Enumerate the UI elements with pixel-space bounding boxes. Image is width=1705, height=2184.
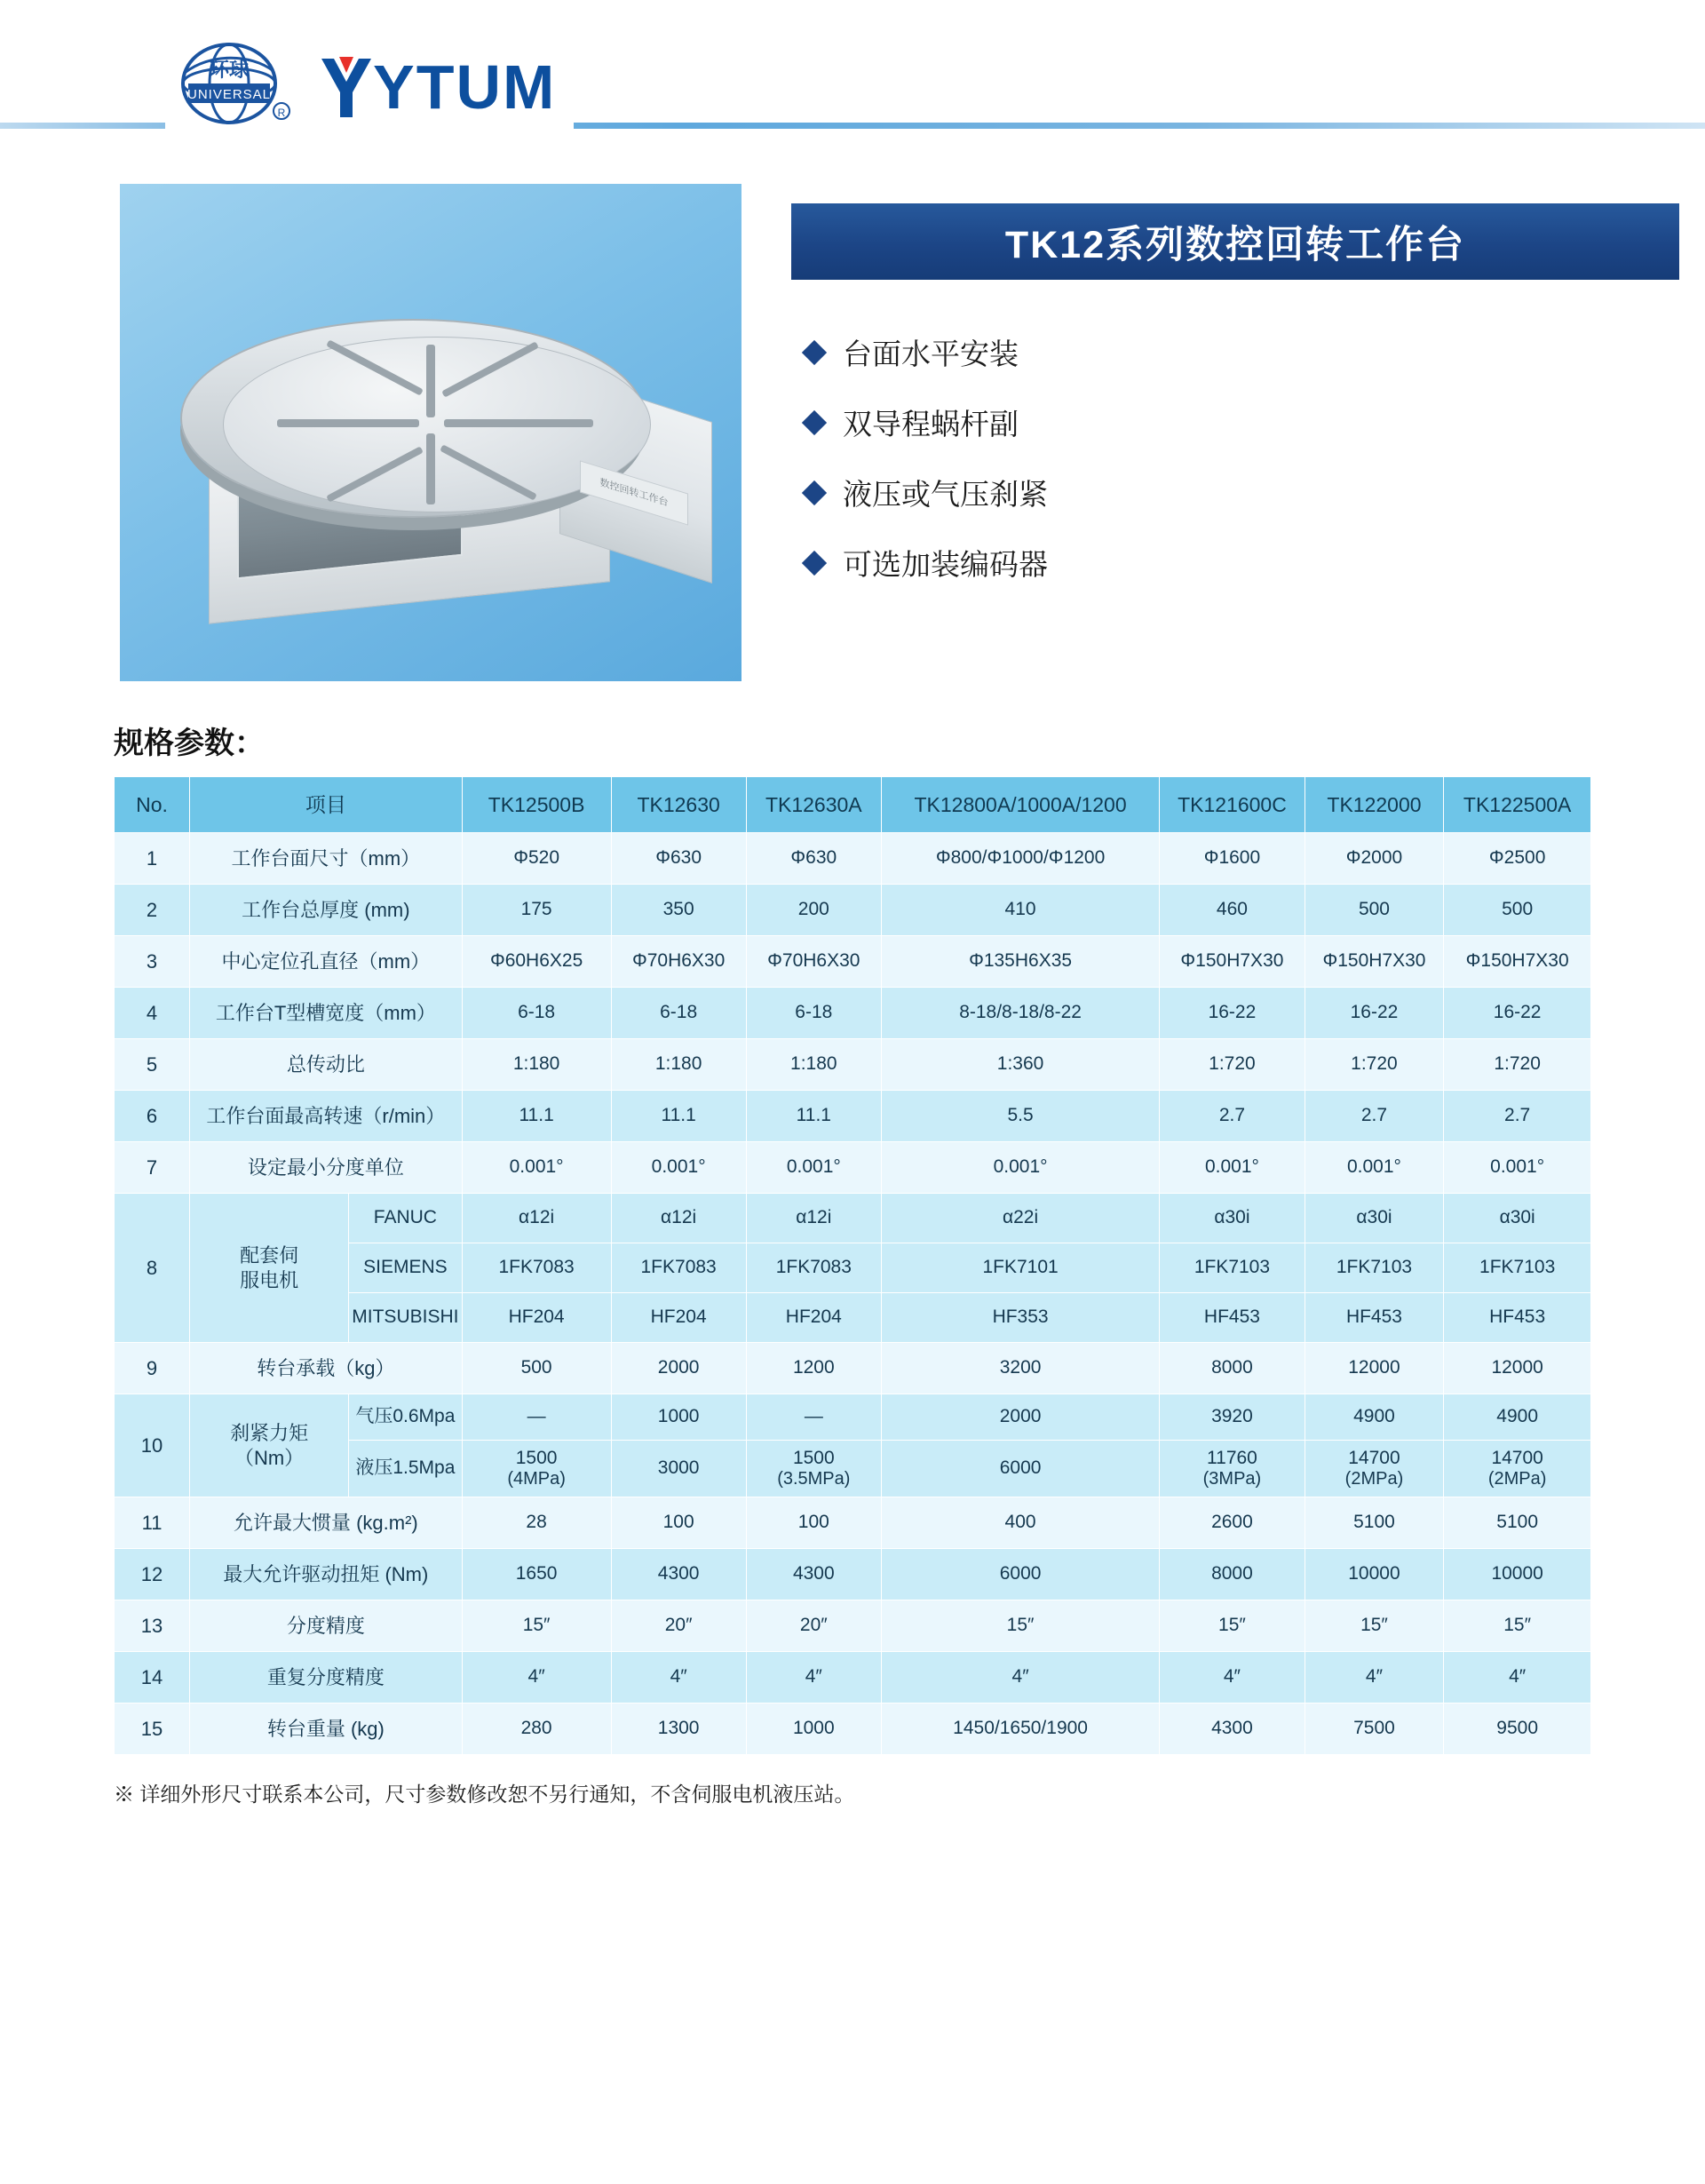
t-slot [326,339,424,395]
row-item: 中心定位孔直径（mm） [190,936,463,988]
logo-wordmark [321,52,556,123]
svg-text:R: R [277,106,286,119]
cell: 1FK7103 [1160,1243,1305,1293]
diamond-bullet-icon [802,480,827,504]
row-no: 1 [115,833,190,885]
cell: 15″ [1444,1600,1591,1652]
cell: Φ630 [611,833,746,885]
cell: 200 [746,885,881,936]
cell: 20″ [611,1600,746,1652]
cell: 1FK7083 [611,1243,746,1293]
cell: 9500 [1444,1704,1591,1755]
cell: 460 [1160,885,1305,936]
subrow-label: FANUC [349,1194,463,1243]
hero-section [0,184,1705,681]
cell: 4″ [1305,1652,1444,1704]
cell: 11.1 [746,1091,881,1142]
t-slot [277,419,419,427]
cell: 4300 [746,1549,881,1600]
cell: 4″ [1444,1652,1591,1704]
cell: α30i [1444,1194,1591,1243]
cell: Φ1600 [1160,833,1305,885]
row-item: 工作台面尺寸（mm） [190,833,463,885]
cell: 12000 [1305,1343,1444,1394]
cell: 0.001° [462,1142,611,1194]
y-arrow-icon [321,55,371,119]
row-item: 重复分度精度 [190,1652,463,1704]
row-no: 5 [115,1039,190,1091]
table-row [115,1652,1591,1704]
cell: HF453 [1305,1293,1444,1343]
diamond-bullet-icon [802,550,827,575]
cell: 6-18 [462,988,611,1039]
diamond-bullet-icon [802,339,827,364]
cell: α12i [611,1194,746,1243]
cell-value: 1500 [515,1447,558,1468]
cell: 1FK7101 [881,1243,1159,1293]
row-no: 4 [115,988,190,1039]
table-row [115,885,1591,936]
col-item: 项目 [190,777,463,833]
table-row [115,1394,1591,1441]
cell: Φ60H6X25 [462,936,611,988]
cell: 4″ [462,1652,611,1704]
row-no: 13 [115,1600,190,1652]
row-no: 7 [115,1142,190,1194]
cell: 7500 [1305,1704,1444,1755]
cell: α30i [1160,1194,1305,1243]
subrow-label: 气压0.6Mpa [349,1394,463,1441]
row-item: 允许最大惯量 (kg.m²) [190,1497,463,1549]
cell [1160,1441,1305,1497]
company-logo [165,37,574,137]
page-title: TK12系列数控回转工作台 [1004,223,1466,266]
cell: 5100 [1444,1497,1591,1549]
cell: 20″ [746,1600,881,1652]
cell: 12000 [1444,1343,1591,1394]
cell [1305,1441,1444,1497]
cell-subvalue: (3MPa) [1202,1469,1262,1489]
row-no: 10 [115,1394,190,1497]
cell: 3000 [611,1441,746,1497]
col-no: No. [115,777,190,833]
feature-item [805,542,1705,584]
row-item: 工作台T型槽宽度（mm） [190,988,463,1039]
cell: — [462,1394,611,1441]
col-tk12500b: TK12500B [462,777,611,833]
page-header [0,0,1705,173]
cell: 4″ [746,1652,881,1704]
cell-value: 11760 [1207,1447,1257,1468]
cell: 500 [1305,885,1444,936]
cell: 0.001° [1305,1142,1444,1194]
logo-text-label: YTUM [373,52,557,122]
cell: HF453 [1160,1293,1305,1343]
cell: 5100 [1305,1497,1444,1549]
cell [746,1441,881,1497]
machine-nameplate: 数控回转工作台 [580,460,688,525]
hero-content [741,184,1705,681]
cell: 410 [881,885,1159,936]
cell: 11.1 [462,1091,611,1142]
table-footnote: ※ 详细外形尺寸联系本公司，尺寸参数修改恕不另行通知，不含伺服电机液压站。 [114,1783,855,1806]
cell: 1:720 [1305,1039,1444,1091]
feature-label: 台面水平安装 [843,338,1019,370]
feature-item [805,401,1705,443]
diamond-bullet-icon [802,409,827,434]
col-tk12630a: TK12630A [746,777,881,833]
cell: 4300 [611,1549,746,1600]
subrow-label: SIEMENS [349,1243,463,1293]
cell: Φ520 [462,833,611,885]
cell: — [746,1394,881,1441]
cell: 6-18 [611,988,746,1039]
cell: 8000 [1160,1343,1305,1394]
cell-subvalue: (4MPa) [507,1469,566,1489]
row-item: 转台承载（kg） [190,1343,463,1394]
table-row [115,936,1591,988]
cell: 15″ [1305,1600,1444,1652]
cell: 2.7 [1305,1091,1444,1142]
cell: 4900 [1305,1394,1444,1441]
cell: Φ800/Φ1000/Φ1200 [881,833,1159,885]
row-item: 工作台面最高转速（r/min） [190,1091,463,1142]
cell: Φ150H7X30 [1444,936,1591,988]
cell: 6000 [881,1441,1159,1497]
cell: HF204 [462,1293,611,1343]
cell: 1000 [746,1704,881,1755]
cell-value: 14700 [1491,1447,1543,1468]
cell: 100 [746,1497,881,1549]
cell: 1650 [462,1549,611,1600]
cell: 4″ [1160,1652,1305,1704]
cell: 1FK7083 [462,1243,611,1293]
row-no: 8 [115,1194,190,1343]
cell: α30i [1305,1194,1444,1243]
cell: 2.7 [1160,1091,1305,1142]
cell-subvalue: (3.5MPa) [777,1469,851,1489]
cell: 1FK7083 [746,1243,881,1293]
col-tk12800a: TK12800A/1000A/1200 [881,777,1159,833]
col-tk121600c: TK121600C [1160,777,1305,833]
row-no: 12 [115,1549,190,1600]
table-row [115,1194,1591,1243]
t-slot [440,444,537,500]
cell: 1300 [611,1704,746,1755]
cell: 3920 [1160,1394,1305,1441]
cell: 1450/1650/1900 [881,1704,1159,1755]
cell: 1FK7103 [1444,1243,1591,1293]
cell-subvalue: (2MPa) [1487,1469,1547,1489]
cell: 1:180 [746,1039,881,1091]
cell: Φ2500 [1444,833,1591,885]
row-item: 最大允许驱动扭矩 (Nm) [190,1549,463,1600]
cell: 8-18/8-18/8-22 [881,988,1159,1039]
table-row [115,988,1591,1039]
row-item: 总传动比 [190,1039,463,1091]
feature-item [805,331,1705,373]
table-row [115,1704,1591,1755]
cell: HF204 [611,1293,746,1343]
cell: 500 [462,1343,611,1394]
cell: 1FK7103 [1305,1243,1444,1293]
cell: 15″ [881,1600,1159,1652]
svg-text:UNIVERSAL: UNIVERSAL [186,86,272,102]
t-slot [441,341,539,397]
cell: 400 [881,1497,1159,1549]
product-title-bar [791,203,1679,280]
row-no: 2 [115,885,190,936]
cell: 0.001° [1160,1142,1305,1194]
cell: Φ70H6X30 [746,936,881,988]
cell: 6000 [881,1549,1159,1600]
cell: 100 [611,1497,746,1549]
t-slot [444,419,593,427]
row-item: 配套伺 服电机 [190,1194,349,1343]
cell-subvalue: (2MPa) [1344,1469,1404,1489]
feature-list [791,331,1705,584]
row-item: 设定最小分度单位 [190,1142,463,1194]
cell: Φ150H7X30 [1305,936,1444,988]
table-row [115,1039,1591,1091]
row-no: 11 [115,1497,190,1549]
cell: 175 [462,885,611,936]
cell: 1:720 [1444,1039,1591,1091]
col-tk122500a: TK122500A [1444,777,1591,833]
cell-value: 1500 [792,1447,835,1468]
cell: 11.1 [611,1091,746,1142]
cell [462,1441,611,1497]
row-no: 14 [115,1652,190,1704]
cell: 2000 [611,1343,746,1394]
cell: 5.5 [881,1091,1159,1142]
cell: 10000 [1444,1549,1591,1600]
cell: Φ2000 [1305,833,1444,885]
feature-item [805,472,1705,513]
rotary-table-body [180,319,646,518]
table-row [115,1600,1591,1652]
table-row [115,1497,1591,1549]
universal-globe-icon [165,37,298,137]
cell [1444,1441,1591,1497]
cell: 2000 [881,1394,1159,1441]
row-no: 9 [115,1343,190,1394]
cell: 15″ [1160,1600,1305,1652]
svg-text:环球: 环球 [209,58,250,81]
product-photo [120,184,741,681]
feature-label: 双导程蜗杆副 [843,408,1019,441]
cell: 16-22 [1160,988,1305,1039]
row-no: 3 [115,936,190,988]
cell-value: 14700 [1348,1447,1400,1468]
cell: α22i [881,1194,1159,1243]
table-row [115,833,1591,885]
col-tk12630: TK12630 [611,777,746,833]
col-tk122000: TK122000 [1305,777,1444,833]
spec-heading: 规格参数： [114,727,265,760]
table-row [115,1343,1591,1394]
cell: 8000 [1160,1549,1305,1600]
cell: 350 [611,885,746,936]
row-item: 分度精度 [190,1600,463,1652]
cell: 4″ [611,1652,746,1704]
cell: Φ150H7X30 [1160,936,1305,988]
t-slot [426,433,435,504]
cell: 4900 [1444,1394,1591,1441]
cell: 0.001° [746,1142,881,1194]
cell: 1:180 [462,1039,611,1091]
cell: 6-18 [746,988,881,1039]
table-row [115,1142,1591,1194]
table-row [115,1549,1591,1600]
row-no: 15 [115,1704,190,1755]
cell: α12i [462,1194,611,1243]
cell: 500 [1444,885,1591,936]
cell: Φ70H6X30 [611,936,746,988]
cell: HF453 [1444,1293,1591,1343]
subrow-label: MITSUBISHI [349,1293,463,1343]
spec-table-wrap [114,776,1591,1755]
spec-table [114,776,1591,1755]
cell: 1:720 [1160,1039,1305,1091]
cell: 15″ [462,1600,611,1652]
cell: 0.001° [881,1142,1159,1194]
cell: 10000 [1305,1549,1444,1600]
cell: 1:180 [611,1039,746,1091]
cell: Φ135H6X35 [881,936,1159,988]
feature-label: 可选加装编码器 [843,548,1048,581]
cell: Φ630 [746,833,881,885]
row-item: 转台重量 (kg) [190,1704,463,1755]
rotary-table-illustration [155,290,706,646]
cell: 16-22 [1444,988,1591,1039]
cell: 1000 [611,1394,746,1441]
table-header-row [115,777,1591,833]
subrow-label: 液压1.5Mpa [349,1441,463,1497]
cell: 28 [462,1497,611,1549]
cell: 2600 [1160,1497,1305,1549]
cell: 1200 [746,1343,881,1394]
cell: 1:360 [881,1039,1159,1091]
cell: α12i [746,1194,881,1243]
cell: HF204 [746,1293,881,1343]
t-slot [426,345,435,417]
feature-label: 液压或气压刹紧 [843,478,1048,511]
row-item: 刹紧力矩 （Nm） [190,1394,349,1497]
row-no: 6 [115,1091,190,1142]
table-row [115,1091,1591,1142]
t-slot [326,446,424,502]
cell: 0.001° [611,1142,746,1194]
cell: 4″ [881,1652,1159,1704]
cell: 280 [462,1704,611,1755]
cell: 16-22 [1305,988,1444,1039]
cell: 4300 [1160,1704,1305,1755]
cell: 3200 [881,1343,1159,1394]
cell: 2.7 [1444,1091,1591,1142]
row-item: 工作台总厚度 (mm) [190,885,463,936]
cell: 0.001° [1444,1142,1591,1194]
cell: HF353 [881,1293,1159,1343]
